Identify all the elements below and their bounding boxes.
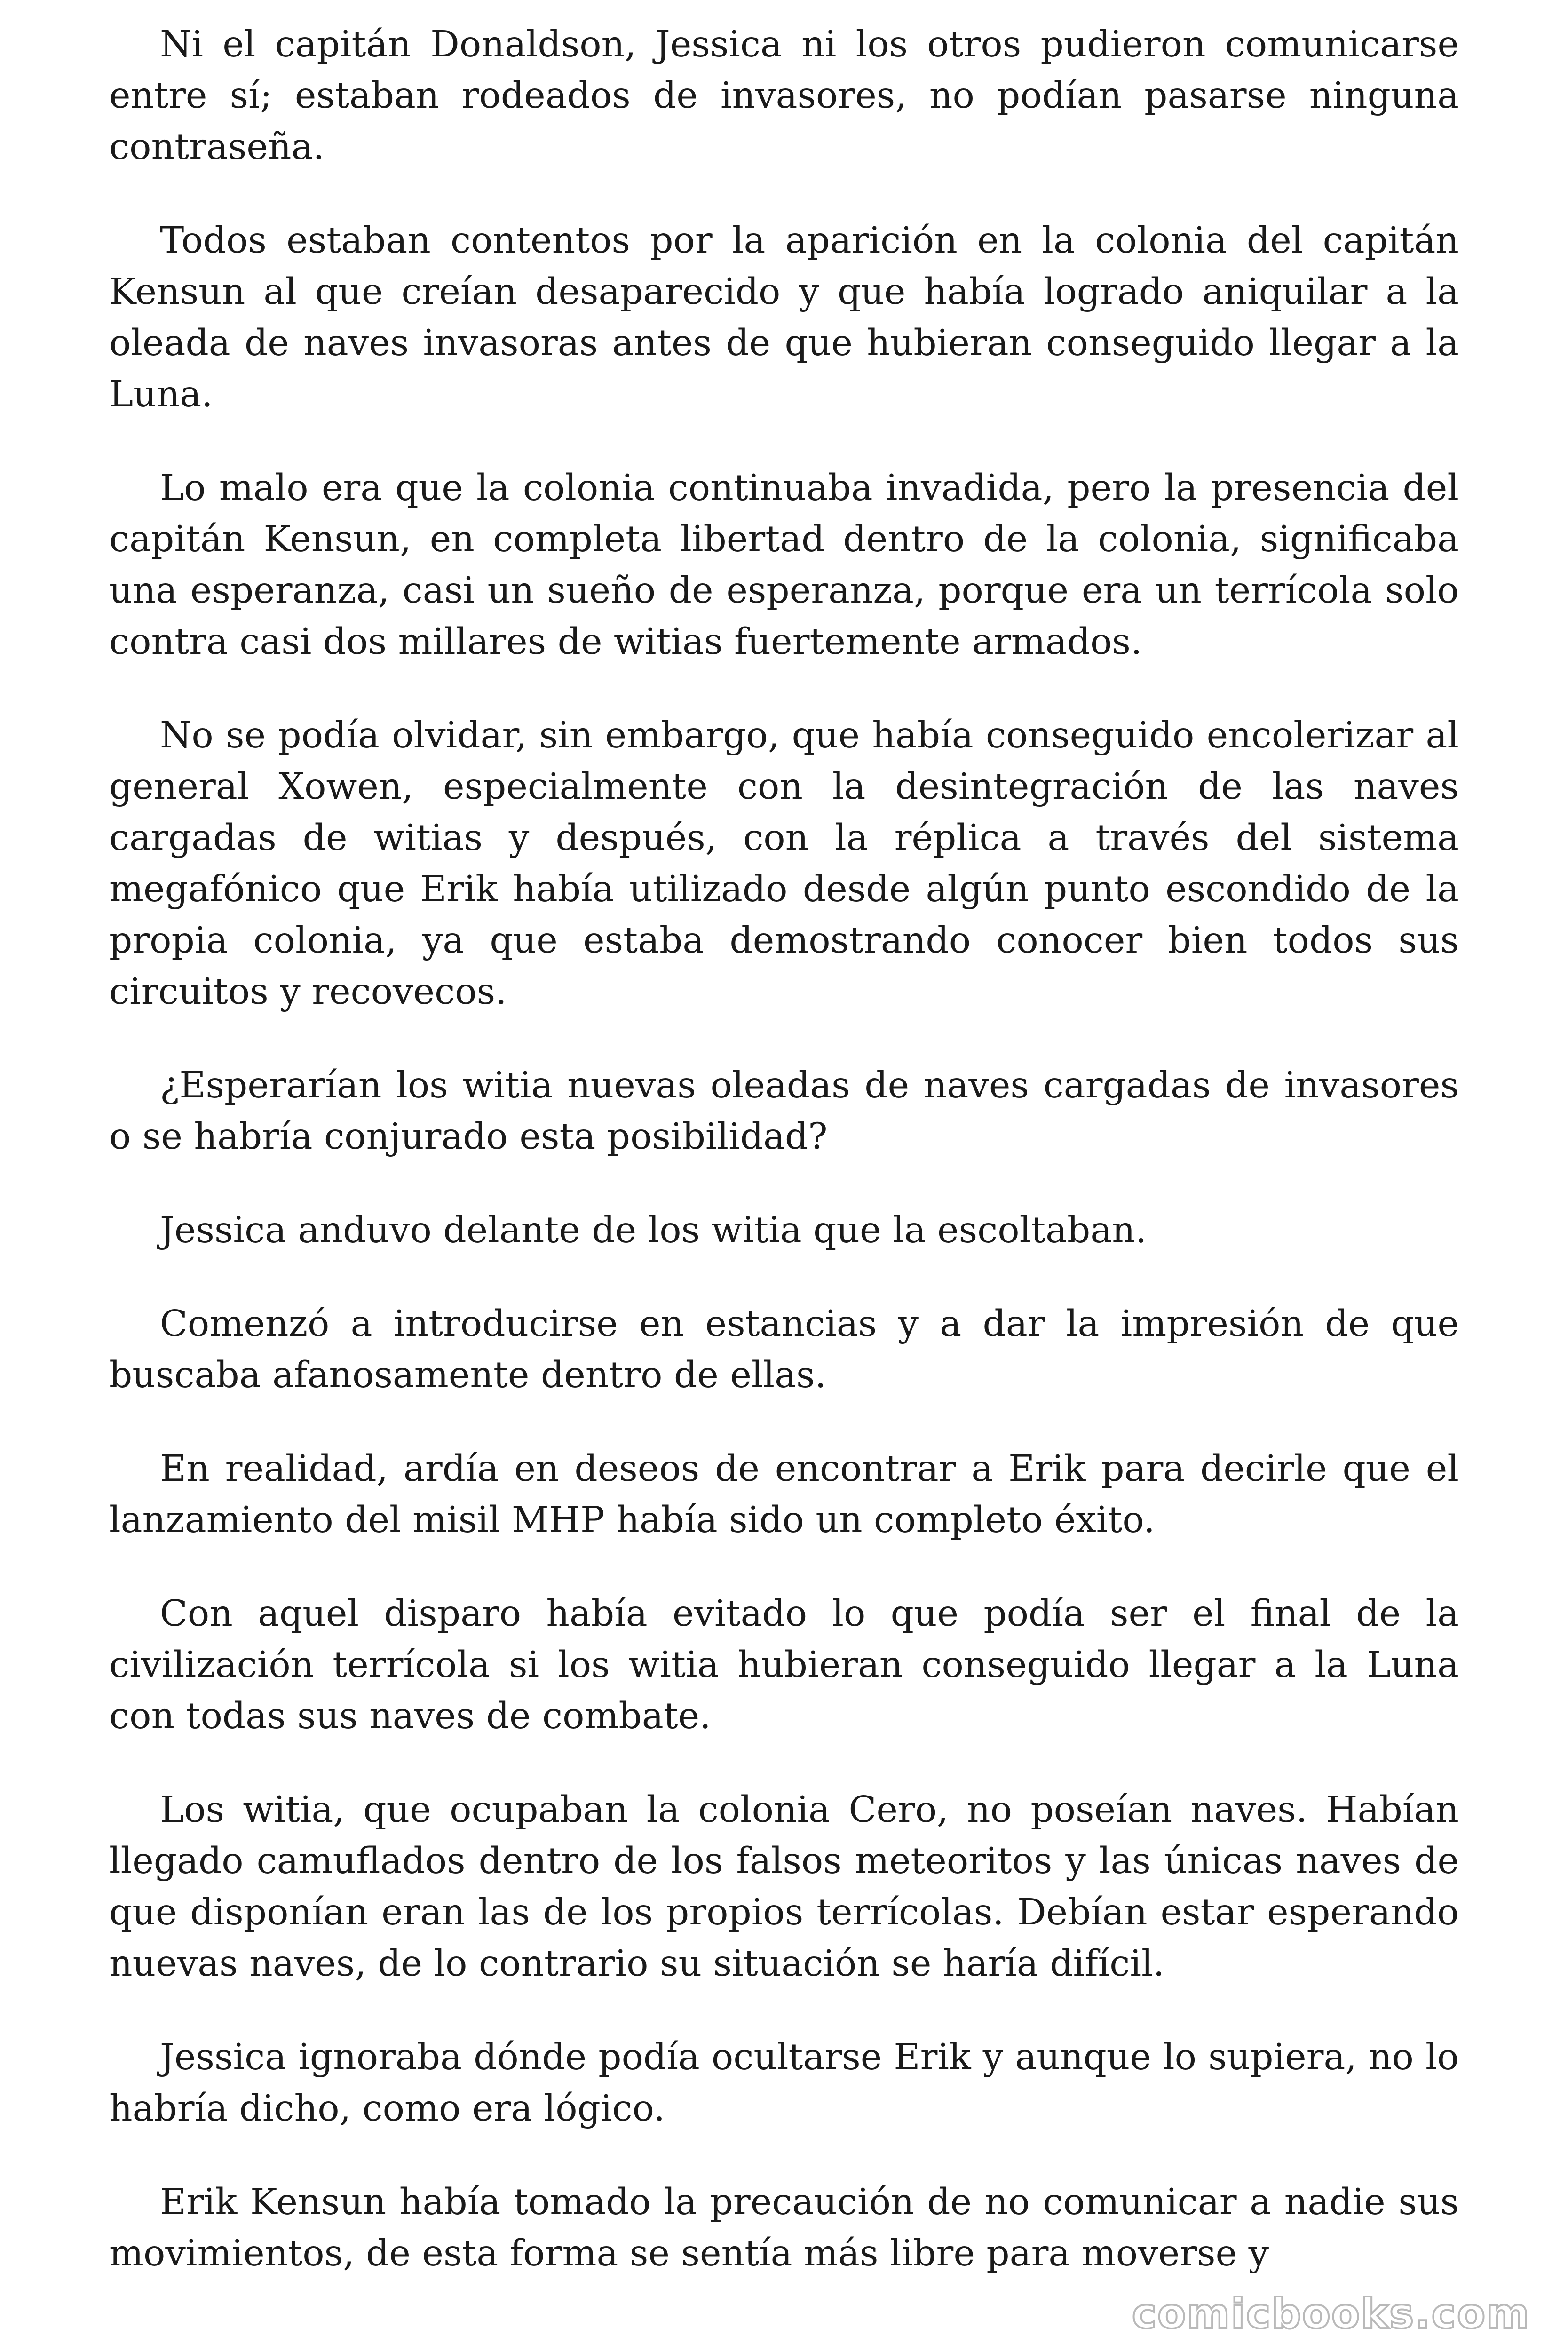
watermark: comicbooks.com [1132, 2289, 1530, 2338]
paragraph-6: Jessica anduvo delante de los witia que la escoltaban. [160, 1209, 1147, 1251]
paragraph-12: Erik Kensun había tomado la precaución de no comunicar a nadie sus movimientos, de esta forma se sentía más libre para moverse y [109, 2181, 1459, 2274]
paragraph-2: Todos estaban contentos por la aparición en la colonia del capitán Kensun al que creían desaparecido y que había logrado aniquilar a la oleada de naves invasoras antes de que hubieran conseguido llegar a la Luna. [109, 220, 1459, 415]
paragraph-7: Comenzó a introducirse en estancias y a dar la impresión de que buscaba afanosamente dentro de ellas. [109, 1303, 1459, 1396]
paragraph-1: Ni el capitán Donaldson, Jessica ni los otros pudieron comunicarse entre sí; estaban rodeados de invasores, no podían pasarse ninguna contraseña. [109, 24, 1459, 168]
paragraph-11: Jessica ignoraba dónde podía ocultarse Erik y aunque lo supiera, no lo habría dicho, como era lógico. [109, 2036, 1459, 2130]
paragraph-5: ¿Esperarían los witia nuevas oleadas de naves cargadas de invasores o se habría conjurado esta posibilidad? [109, 1065, 1459, 1158]
body-text [109, 19, 1459, 2321]
paragraph-3: Lo malo era que la colonia continuaba invadida, pero la presencia del capitán Kensun, en completa libertad dentro de la colonia, significaba una esperanza, casi un sueño de esperanza, porque era un terrícola solo contra casi dos millares de witias fuertemente armados. [109, 467, 1459, 663]
paragraph-10: Los witia, que ocupaban la colonia Cero, no poseían naves. Habían llegado camuflados dentro de los falsos meteoritos y las únicas naves de que disponían eran las de los propios terrícolas. Debían estar esperando nuevas naves, de lo contrario su situación se haría difícil. [109, 1789, 1459, 1985]
paragraph-8: En realidad, ardía en deseos de encontrar a Erik para decirle que el lanzamiento del misil MHP había sido un completo éxito. [109, 1448, 1459, 1541]
paragraph-9: Con aquel disparo había evitado lo que podía ser el final de la civilización terrícola si los witia hubieran conseguido llegar a la Luna con todas sus naves de combate. [109, 1593, 1459, 1737]
paragraph-4: No se podía olvidar, sin embargo, que había conseguido encolerizar al general Xowen, especialmente con la desintegración de las naves cargadas de witias y después, con la réplica a través del sistema megafónico que Erik había utilizado desde algún punto escondido de la propia colonia, ya que estaba demostrando conocer bien todos sus circuitos y recovecos. [109, 715, 1459, 1013]
